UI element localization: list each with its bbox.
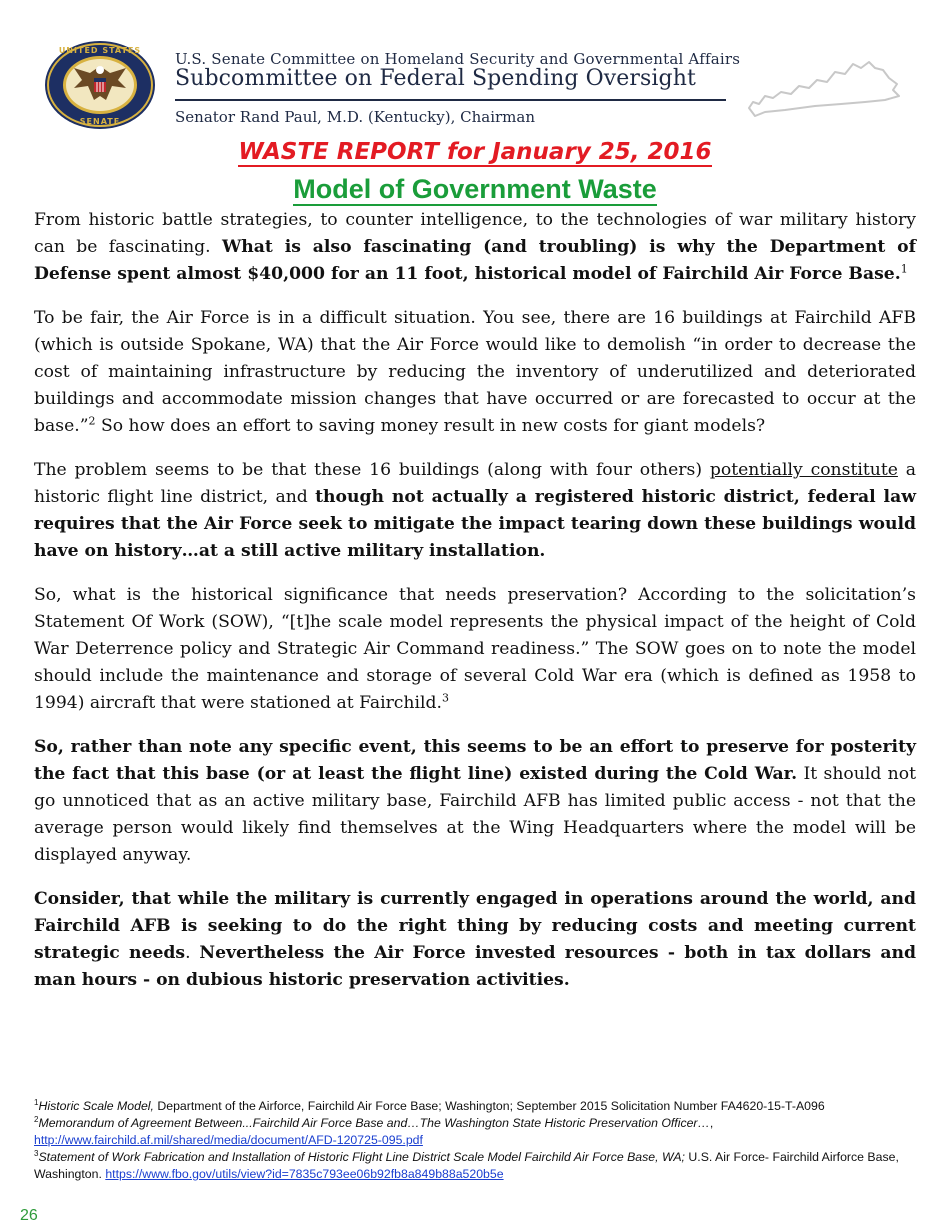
chairman-line: Senator Rand Paul, M.D. (Kentucky), Chairman xyxy=(175,108,535,126)
paragraph-6-emphasis-b: Nevertheless the Air Force invested resources - both in tax dollars and man hours - on dubious historic preservation activities. xyxy=(34,943,916,990)
paragraph-6: Consider, that while the military is currently engaged in operations around the world, and Fairchild AFB is seeking to do the right thing by reducing costs and meeting current strategic needs. Nevertheless the Air Force invested resources - both in tax dollars and man hours - on dubious historic preservation activities. xyxy=(34,889,916,990)
seal-text-top: UNITED STATES xyxy=(58,46,142,55)
paragraph-1-emphasis: What is also fascinating (and troubling) is why the Department of Defense spent almost $40,000 for an 11 foot, historical model of Fairchild Air Force Base. xyxy=(34,237,916,284)
seal-text-bottom: SENATE xyxy=(79,117,121,126)
paragraph-5-emphasis: So, rather than note any specific event, this seems to be an effort to preserve for posterity the fact that this base (or at least the flight line) existed during the Cold War. xyxy=(34,737,916,784)
footnote-ref-2[interactable]: 2 xyxy=(88,414,96,428)
letterhead xyxy=(0,0,950,135)
senate-seal-icon xyxy=(44,40,156,130)
footnote-1: $^1$Historic Scale Model, Department of the Airforce, Fairchild Air Force Base; Washington; September 2015 Solicitation Number FA4620-15-T-A096 xyxy=(34,1097,825,1113)
footnotes xyxy=(34,1098,916,1183)
report-subtitle: Model of Government Waste xyxy=(293,174,657,204)
paragraph-2: To be fair, the Air Force is in a difficult situation. You see, there are 16 buildings at Fairchild AFB (which is outside Spokane, WA) that the Air Force would like to demolish “in order to decrease the cost of maintaining infrastructure by reducing the inventory of underutilized and deteriorated buildings and accommodate mission changes that have occurred or are forecasted to occur at the base.”$^2$ So how does an effort to saving money result in new costs for giant models? xyxy=(34,308,916,436)
report-body xyxy=(34,207,916,1011)
paragraph-6-emphasis-a: Consider, that while the military is currently engaged in operations around the world, and Fairchild AFB is seeking to do the right thing by reducing costs and meeting current strategic needs xyxy=(34,889,916,963)
header-divider xyxy=(175,99,726,101)
committee-name: U.S. Senate Committee on Homeland Security and Governmental Affairs xyxy=(175,50,741,68)
subcommittee-name: Subcommittee on Federal Spending Oversight xyxy=(175,66,696,91)
kentucky-map-icon xyxy=(745,56,903,118)
footnote-3: $^3$Statement of Work Fabrication and Installation of Historic Flight Line District Scale Model Fairchild Air Force Base, WA; U.S. Air Force- Fairchild Airforce Base, Washington. https://www.fbo.gov/utils/view?id=7835c793ee06b92fb8a849b88a520b5e xyxy=(34,1148,899,1181)
paragraph-3: The problem seems to be that these 16 buildings (along with four others) potentially constitute a historic flight line district, and though not actually a registered historic district, federal law requires that the Air Force seek to mitigate the impact tearing down these buildings would have on history…at a still active military installation. xyxy=(34,460,917,561)
paragraph-4: So, what is the historical significance that needs preservation? According to the solicitation’s Statement Of Work (SOW), “[t]he scale model represents the physical impact of the height of Cold War Deterrence policy and Strategic Air Command readiness.” The SOW goes on to note the model should include the maintenance and storage of several Cold War era (which is defined as 1958 to 1994) aircraft that were stationed at Fairchild.$^3$ xyxy=(34,585,916,713)
underlined-phrase: potentially constitute xyxy=(709,460,898,480)
paragraph-3-emphasis: though not actually a registered historic district, federal law requires that the Air Force seek to mitigate the impact tearing down these buildings would have on history…at a still active military installation. xyxy=(34,487,916,561)
paragraph-5: So, rather than note any specific event, this seems to be an effort to preserve for posterity the fact that this base (or at least the flight line) existed during the Cold War. It should not go unnoticed that as an active military base, Fairchild AFB has limited public access - not that the average person would likely find themselves at the Wing Headquarters where the model will be displayed anyway. xyxy=(34,737,916,865)
footnote-2: $^2$Memorandum of Agreement Between...Fairchild Air Force Base and…The Washington State Historic Preservation Officer…, http://www.fairchild.af.mil/shared/media/document/AFD-120725-095.pdf xyxy=(34,1114,714,1147)
footnote-3-link[interactable]: https://www.fbo.gov/utils/view?id=7835c793ee06b92fb8a849b88a520b5e xyxy=(105,1167,504,1181)
footnote-ref-1[interactable]: 1 xyxy=(900,262,908,276)
footnote-2-link[interactable]: http://www.fairchild.af.mil/shared/media/document/AFD-120725-095.pdf xyxy=(34,1133,423,1147)
report-title: WASTE REPORT for January 25, 2016 xyxy=(238,139,712,165)
paragraph-1: From historic battle strategies, to counter intelligence, to the technologies of war military history can be fascinating. What is also fascinating (and troubling) is why the Department of Defense spent almost $40,000 for an 11 foot, historical model of Fairchild Air Force Base.$^1$ xyxy=(34,210,916,284)
page-number: 26 xyxy=(20,1207,38,1224)
footnote-ref-3[interactable]: 3 xyxy=(441,691,449,705)
